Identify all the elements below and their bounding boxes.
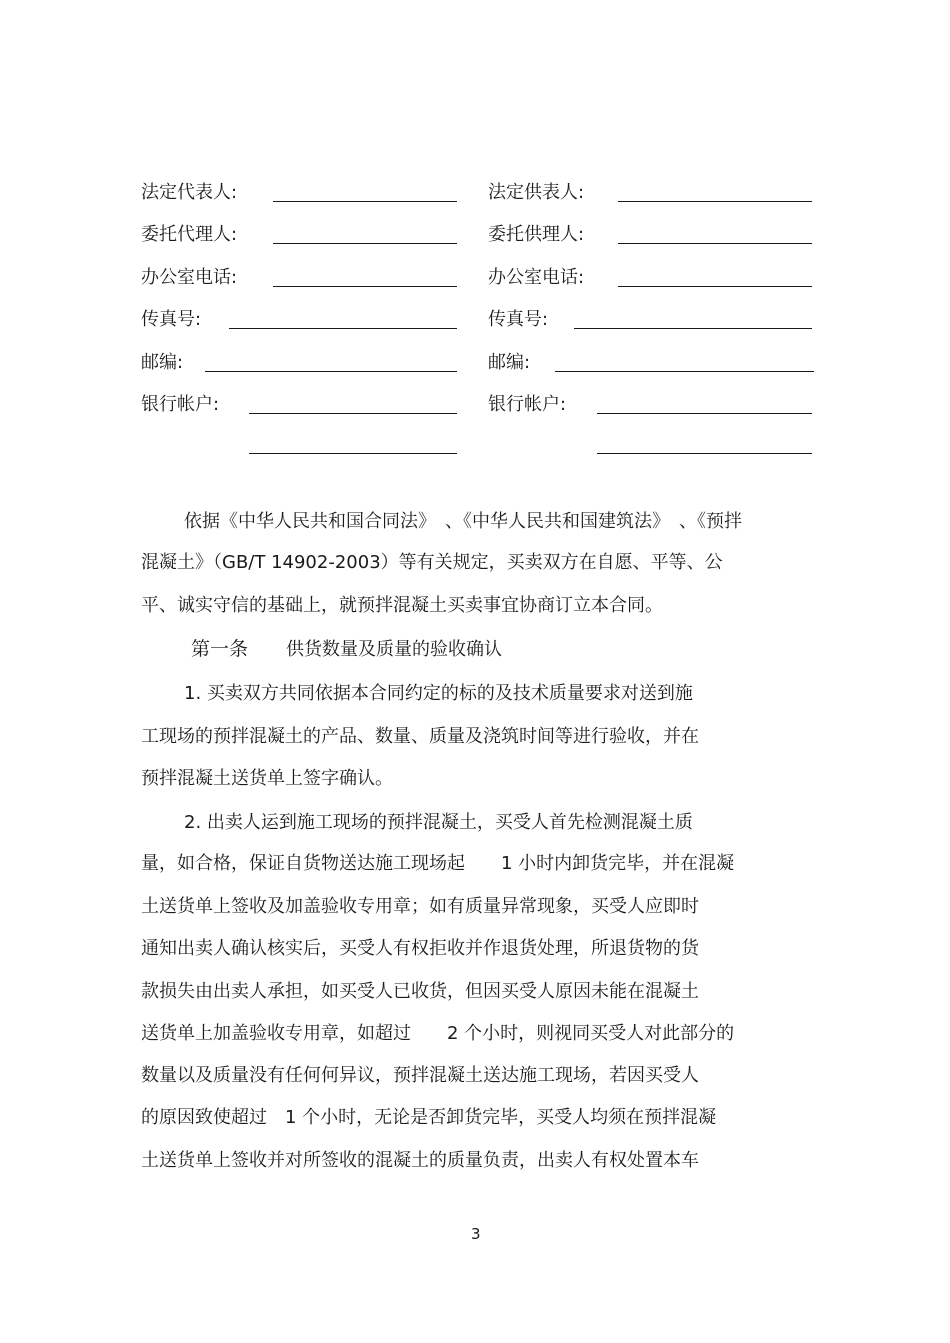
- left-bank-account-field: [141, 392, 461, 422]
- signature-line[interactable]: [273, 286, 457, 287]
- signature-line[interactable]: [597, 413, 812, 414]
- field-label: 委托供理人:: [488, 224, 585, 245]
- left-legal-representative-field: [141, 180, 461, 210]
- field-label: 委托代理人:: [141, 224, 238, 245]
- clause-1-line-3: 预拌混凝土送货单上签字确认。: [141, 768, 393, 789]
- clause-1-line-1: 1. 买卖双方共同依据本合同约定的标的及技术质量要求对送到施: [184, 683, 693, 704]
- signature-line[interactable]: [229, 328, 457, 329]
- signature-line[interactable]: [205, 371, 457, 372]
- field-label: 法定代表人:: [141, 182, 238, 203]
- article-number: 第一条: [191, 638, 249, 660]
- clause-2-line-5: 款损失由出卖人承担，如买受人已收货，但因买受人原因未能在混凝土: [141, 981, 699, 1002]
- left-fax-field: [141, 307, 461, 337]
- right-office-phone-field: [488, 265, 818, 295]
- clause-2-line-7: 数量以及质量没有任何何异议，预拌混凝土送达施工现场，若因买受人: [141, 1065, 699, 1086]
- left-bank-account-line-2[interactable]: [249, 453, 457, 454]
- intro-line-2: 混凝土》（GB/T 14902-2003）等有关规定，买卖双方在自愿、平等、公: [141, 552, 723, 573]
- right-authorized-agent-field: [488, 222, 818, 252]
- article-title: 供货数量及质量的验收确认: [286, 639, 502, 660]
- clause-2-line-1: 2. 出卖人运到施工现场的预拌混凝土，买受人首先检测混凝土质: [184, 812, 693, 833]
- field-label: 邮编:: [141, 352, 184, 373]
- field-label: 传真号:: [488, 309, 549, 330]
- right-bank-account-field: [488, 392, 818, 422]
- clause-2-line-6: 送货单上加盖验收专用章，如超过 2 个小时，则视同买受人对此部分的: [141, 1023, 735, 1044]
- right-legal-representative-field: [488, 180, 818, 210]
- clause-2-line-4: 通知出卖人确认核实后，买受人有权拒收并作退货处理，所退货物的货: [141, 938, 699, 959]
- right-bank-account-line-2[interactable]: [597, 453, 812, 454]
- field-label: 银行帐户:: [488, 394, 567, 415]
- signature-line[interactable]: [618, 201, 812, 202]
- field-label: 法定供表人:: [488, 182, 585, 203]
- page-number: 3: [471, 1225, 481, 1243]
- signature-line[interactable]: [249, 413, 457, 414]
- signature-line[interactable]: [618, 243, 812, 244]
- field-label: 办公室电话:: [488, 267, 585, 288]
- clause-2-line-2: 量，如合格，保证自货物送达施工现场起 1 小时内卸货完毕，并在混凝: [141, 853, 735, 874]
- signature-line[interactable]: [574, 328, 812, 329]
- field-label: 传真号:: [141, 309, 202, 330]
- field-label: 银行帐户:: [141, 394, 220, 415]
- right-postcode-field: [488, 350, 818, 380]
- signature-line[interactable]: [273, 243, 457, 244]
- left-office-phone-field: [141, 265, 461, 295]
- intro-line-1: 依据《中华人民共和国合同法》 、《中华人民共和国建筑法》 、《预拌: [184, 511, 742, 532]
- field-label: 邮编:: [488, 352, 531, 373]
- signature-line[interactable]: [555, 371, 814, 372]
- signature-line[interactable]: [618, 286, 812, 287]
- clause-2-line-8: 的原因致使超过 1 个小时，无论是否卸货完毕，买受人均须在预拌混凝: [141, 1107, 717, 1128]
- left-authorized-agent-field: [141, 222, 461, 252]
- signature-line[interactable]: [273, 201, 457, 202]
- field-label: 办公室电话:: [141, 267, 238, 288]
- clause-1-line-2: 工现场的预拌混凝土的产品、数量、质量及浇筑时间等进行验收，并在: [141, 726, 699, 747]
- right-fax-field: [488, 307, 818, 337]
- intro-line-3: 平、诚实守信的基础上，就预拌混凝土买卖事宜协商订立本合同。: [141, 595, 663, 616]
- clause-2-line-9: 土送货单上签收并对所签收的混凝土的质量负责，出卖人有权处置本车: [141, 1150, 699, 1171]
- clause-2-line-3: 土送货单上签收及加盖验收专用章；如有质量异常现象，买受人应即时: [141, 896, 699, 917]
- left-postcode-field: [141, 350, 461, 380]
